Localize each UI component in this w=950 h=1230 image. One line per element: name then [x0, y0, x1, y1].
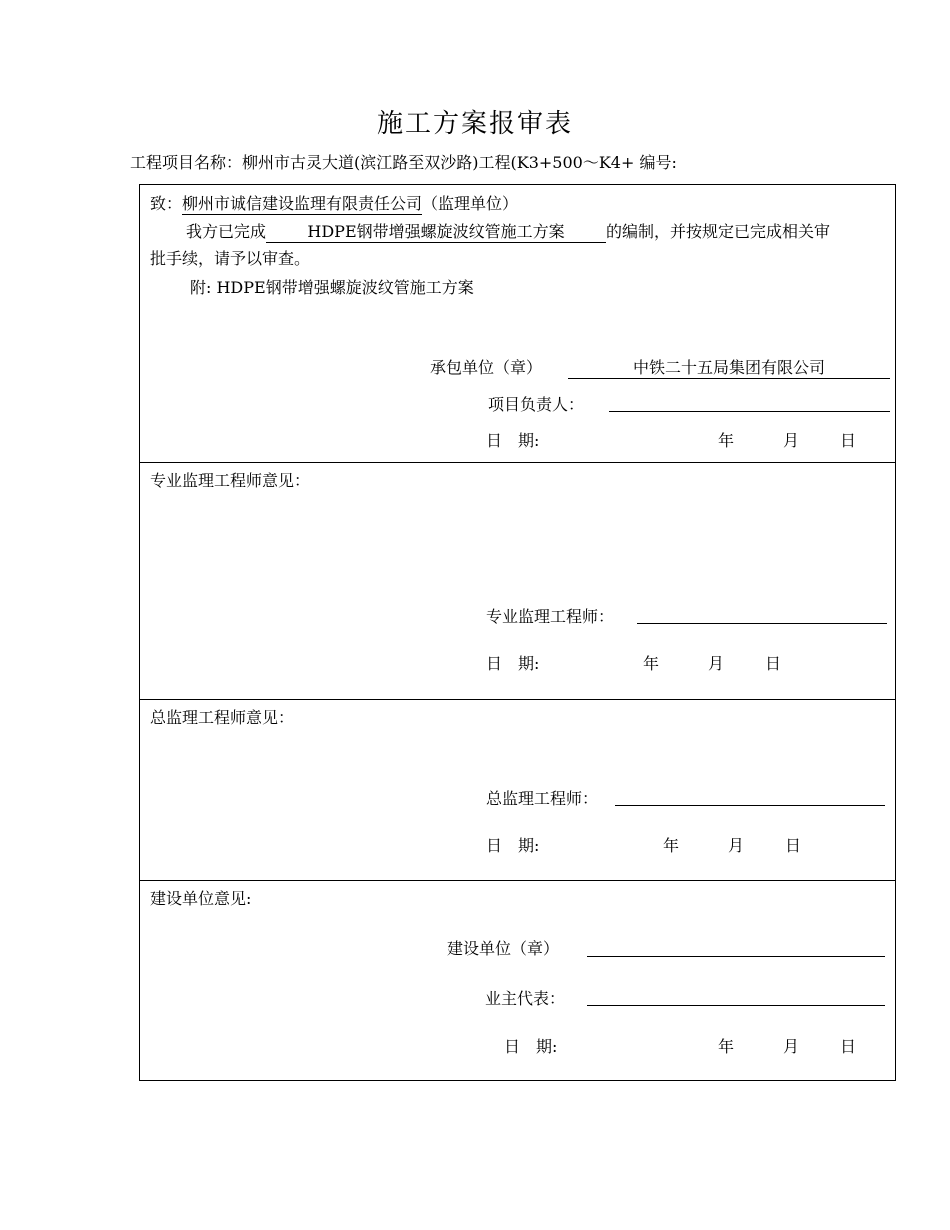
review-form [139, 184, 896, 1081]
day-label: 日 [840, 431, 857, 450]
date-label: 日 期: [486, 836, 540, 855]
completion-text-end: 的编制，并按规定已完成相关审 [606, 222, 831, 241]
year-label: 年 [643, 654, 660, 673]
engineer-signature-line[interactable] [637, 623, 887, 624]
day-label: 日 [785, 836, 802, 855]
month-label: 月 [728, 836, 745, 855]
pm-label: 项目负责人： [488, 395, 585, 414]
date-label: 日 期: [486, 431, 540, 450]
supervisor-org: 柳州市诚信建设监理有限责任公司 [182, 191, 422, 215]
contractor-label: 承包单位（章） [430, 358, 543, 377]
addressee-line [150, 191, 518, 215]
day-label: 日 [840, 1037, 857, 1056]
project-header [130, 150, 677, 173]
number-label: 编号: [639, 153, 677, 172]
chief-engineer-signature-line[interactable] [615, 805, 885, 806]
completion-line [186, 219, 830, 243]
addressee-prefix: 致： [150, 194, 183, 213]
date-label: 日 期: [504, 1037, 558, 1056]
year-label: 年 [718, 431, 735, 450]
project-name: 柳州市古灵大道(滨江路至双沙路)工程(K3+500～K4+ [242, 153, 635, 172]
document-title: 施工方案报审表 [376, 109, 573, 139]
plan-name-field: HDPE钢带增强螺旋波纹管施工方案 [266, 219, 606, 243]
month-label: 月 [783, 431, 800, 450]
date-label: 日 期: [486, 654, 540, 673]
project-label: 工程项目名称： [130, 153, 243, 172]
year-label: 年 [718, 1037, 735, 1056]
contractor-name: 中铁二十五局集团有限公司 [568, 355, 890, 379]
engineer-opinion-heading: 专业监理工程师意见： [150, 471, 311, 490]
year-label: 年 [663, 836, 680, 855]
addressee-suffix: （监理单位） [422, 194, 519, 213]
day-label: 日 [765, 654, 782, 673]
month-label: 月 [783, 1037, 800, 1056]
owner-unit-label: 建设单位（章） [447, 939, 560, 958]
chief-engineer-sign-label: 总监理工程师： [486, 789, 599, 808]
submission-section [140, 185, 895, 463]
attachment-line: 附: HDPE钢带增强螺旋波纹管施工方案 [190, 278, 474, 297]
engineer-sign-label: 专业监理工程师： [486, 607, 615, 626]
owner-opinion-heading: 建设单位意见: [150, 889, 252, 908]
owner-rep-label: 业主代表： [485, 989, 566, 1008]
completion-line-2: 批手续，请予以审查。 [150, 249, 311, 268]
owner-unit-line[interactable] [587, 956, 885, 957]
chief-engineer-opinion-heading: 总监理工程师意见： [150, 708, 295, 727]
pm-signature-line[interactable] [609, 411, 890, 412]
completion-text-start: 我方已完成 [186, 222, 267, 241]
engineer-opinion-section [140, 463, 895, 700]
owner-rep-line[interactable] [587, 1005, 885, 1006]
month-label: 月 [708, 654, 725, 673]
chief-engineer-opinion-section [140, 700, 895, 881]
owner-opinion-section [140, 881, 895, 1082]
